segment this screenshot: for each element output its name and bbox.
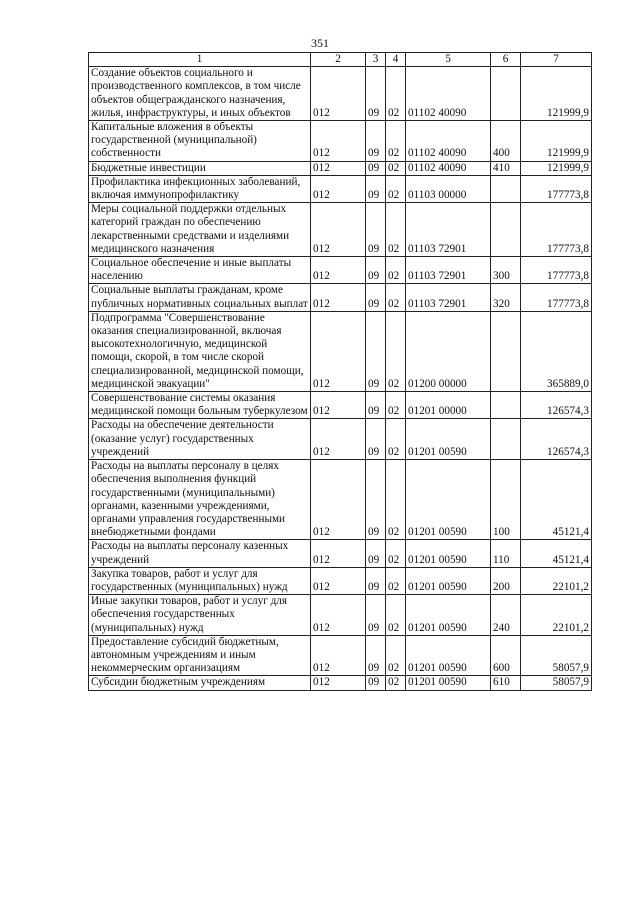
amount-cell: 45121,4 (521, 460, 592, 540)
target-article-cell: 01201 00590 (406, 595, 491, 636)
name-cell: Совершенствование системы оказания медицинской помощи больным туберкулезом (89, 392, 311, 419)
table-row (89, 203, 592, 257)
amount-cell: 126574,3 (521, 419, 592, 460)
name-cell: Капитальные вложения в объекты государственной (муниципальной) собственности (89, 121, 311, 162)
target-article-cell: 01102 40090 (406, 161, 491, 175)
expense-type-cell (491, 392, 521, 419)
target-article-cell: 01201 00000 (406, 392, 491, 419)
amount-cell: 121999,9 (521, 121, 592, 162)
expense-type-cell: 320 (491, 284, 521, 311)
table-row (89, 419, 592, 460)
target-article-cell: 01103 72901 (406, 284, 491, 311)
section-cell: 09 (366, 203, 386, 257)
subsection-cell: 02 (386, 540, 406, 567)
section-cell: 09 (366, 460, 386, 540)
amount-cell: 121999,9 (521, 161, 592, 175)
section-cell: 09 (366, 567, 386, 594)
name-cell: Социальное обеспечение и иные выплаты населению (89, 257, 311, 284)
expense-type-cell: 100 (491, 460, 521, 540)
admin-code-cell: 012 (311, 121, 366, 162)
col-header-7: 7 (521, 53, 592, 67)
section-cell: 09 (366, 284, 386, 311)
expense-type-cell (491, 67, 521, 121)
amount-cell: 58057,9 (521, 635, 592, 676)
admin-code-cell: 012 (311, 203, 366, 257)
subsection-cell: 02 (386, 175, 406, 202)
name-cell: Социальные выплаты гражданам, кроме публичных нормативных социальных выплат (89, 284, 311, 311)
section-cell: 09 (366, 392, 386, 419)
section-cell: 09 (366, 121, 386, 162)
expense-type-cell: 200 (491, 567, 521, 594)
table-row (89, 257, 592, 284)
subsection-cell: 02 (386, 676, 406, 690)
subsection-cell: 02 (386, 161, 406, 175)
expense-type-cell (491, 203, 521, 257)
table-row (89, 121, 592, 162)
page-number: 351 (311, 36, 329, 50)
amount-cell: 45121,4 (521, 540, 592, 567)
admin-code-cell: 012 (311, 567, 366, 594)
section-cell: 09 (366, 175, 386, 202)
name-cell: Закупка товаров, работ и услуг для государственных (муниципальных) нужд (89, 567, 311, 594)
admin-code-cell: 012 (311, 540, 366, 567)
admin-code-cell: 012 (311, 460, 366, 540)
col-header-2: 2 (311, 53, 366, 67)
name-cell: Расходы на выплаты персоналу в целях обеспечения выполнения функций государственными (муниципальными) органами, казенными учреждениями, органами управления государственными внебюджетными фондами (89, 460, 311, 540)
subsection-cell: 02 (386, 392, 406, 419)
target-article-cell: 01201 00590 (406, 635, 491, 676)
target-article-cell: 01201 00590 (406, 419, 491, 460)
table-row (89, 284, 592, 311)
table-row (89, 460, 592, 540)
expense-type-cell: 240 (491, 595, 521, 636)
col-header-4: 4 (386, 53, 406, 67)
expense-type-cell: 410 (491, 161, 521, 175)
amount-cell: 365889,0 (521, 311, 592, 391)
subsection-cell: 02 (386, 595, 406, 636)
col-header-5: 5 (406, 53, 491, 67)
admin-code-cell: 012 (311, 635, 366, 676)
target-article-cell: 01102 40090 (406, 121, 491, 162)
subsection-cell: 02 (386, 635, 406, 676)
amount-cell: 177773,8 (521, 257, 592, 284)
amount-cell: 177773,8 (521, 203, 592, 257)
expense-type-cell: 600 (491, 635, 521, 676)
amount-cell: 126574,3 (521, 392, 592, 419)
amount-cell: 58057,9 (521, 676, 592, 690)
admin-code-cell: 012 (311, 161, 366, 175)
name-cell: Расходы на обеспечение деятельности (оказание услуг) государственных учреждений (89, 419, 311, 460)
subsection-cell: 02 (386, 311, 406, 391)
admin-code-cell: 012 (311, 284, 366, 311)
target-article-cell: 01201 00590 (406, 540, 491, 567)
name-cell: Профилактика инфекционных заболеваний, включая иммунопрофилактику (89, 175, 311, 202)
target-article-cell: 01201 00590 (406, 567, 491, 594)
table-row (89, 175, 592, 202)
name-cell: Создание объектов социального и производственного комплексов, в том числе объектов общегражданского назначения, жилья, инфраструктуры, и иных объектов (89, 67, 311, 121)
admin-code-cell: 012 (311, 257, 366, 284)
table-body (89, 67, 592, 690)
expense-type-cell: 610 (491, 676, 521, 690)
expense-type-cell: 400 (491, 121, 521, 162)
name-cell: Подпрограмма "Совершенствование оказания специализированной, включая высокотехнологичную, медицинской помощи, скорой, в том числе скорой специализированной, медицинской помощи, медицинской эвакуации" (89, 311, 311, 391)
name-cell: Предоставление субсидий бюджетным, автономным учреждениям и иным некоммерческим организациям (89, 635, 311, 676)
expense-type-cell (491, 175, 521, 202)
admin-code-cell: 012 (311, 419, 366, 460)
amount-cell: 22101,2 (521, 595, 592, 636)
name-cell: Субсидии бюджетным учреждениям (89, 676, 311, 690)
name-cell: Иные закупки товаров, работ и услуг для обеспечения государственных (муниципальных) нужд (89, 595, 311, 636)
budget-table (88, 52, 592, 691)
admin-code-cell: 012 (311, 392, 366, 419)
col-header-6: 6 (491, 53, 521, 67)
table-row (89, 567, 592, 594)
section-cell: 09 (366, 311, 386, 391)
target-article-cell: 01103 72901 (406, 203, 491, 257)
expense-type-cell: 300 (491, 257, 521, 284)
target-article-cell: 01201 00590 (406, 676, 491, 690)
target-article-cell: 01103 00000 (406, 175, 491, 202)
section-cell: 09 (366, 161, 386, 175)
target-article-cell: 01201 00590 (406, 460, 491, 540)
target-article-cell: 01200 00000 (406, 311, 491, 391)
subsection-cell: 02 (386, 257, 406, 284)
admin-code-cell: 012 (311, 67, 366, 121)
amount-cell: 121999,9 (521, 67, 592, 121)
admin-code-cell: 012 (311, 311, 366, 391)
table-row (89, 595, 592, 636)
table-row (89, 67, 592, 121)
col-header-3: 3 (366, 53, 386, 67)
section-cell: 09 (366, 540, 386, 567)
expense-type-cell (491, 419, 521, 460)
subsection-cell: 02 (386, 460, 406, 540)
subsection-cell: 02 (386, 567, 406, 594)
name-cell: Расходы на выплаты персоналу казенных учреждений (89, 540, 311, 567)
section-cell: 09 (366, 257, 386, 284)
expense-type-cell (491, 311, 521, 391)
col-header-1: 1 (89, 53, 311, 67)
amount-cell: 177773,8 (521, 284, 592, 311)
subsection-cell: 02 (386, 284, 406, 311)
table-row (89, 635, 592, 676)
table-row (89, 540, 592, 567)
subsection-cell: 02 (386, 203, 406, 257)
subsection-cell: 02 (386, 419, 406, 460)
header-row (89, 53, 592, 67)
section-cell: 09 (366, 67, 386, 121)
subsection-cell: 02 (386, 121, 406, 162)
expense-type-cell: 110 (491, 540, 521, 567)
admin-code-cell: 012 (311, 595, 366, 636)
section-cell: 09 (366, 419, 386, 460)
admin-code-cell: 012 (311, 676, 366, 690)
amount-cell: 177773,8 (521, 175, 592, 202)
section-cell: 09 (366, 595, 386, 636)
section-cell: 09 (366, 676, 386, 690)
table-row (89, 311, 592, 391)
admin-code-cell: 012 (311, 175, 366, 202)
table-row (89, 676, 592, 690)
name-cell: Бюджетные инвестиции (89, 161, 311, 175)
section-cell: 09 (366, 635, 386, 676)
name-cell: Меры социальной поддержки отдельных категорий граждан по обеспечению лекарственными средствами и изделиями медицинского назначения (89, 203, 311, 257)
table-row (89, 161, 592, 175)
target-article-cell: 01103 72901 (406, 257, 491, 284)
target-article-cell: 01102 40090 (406, 67, 491, 121)
table-row (89, 392, 592, 419)
subsection-cell: 02 (386, 67, 406, 121)
amount-cell: 22101,2 (521, 567, 592, 594)
